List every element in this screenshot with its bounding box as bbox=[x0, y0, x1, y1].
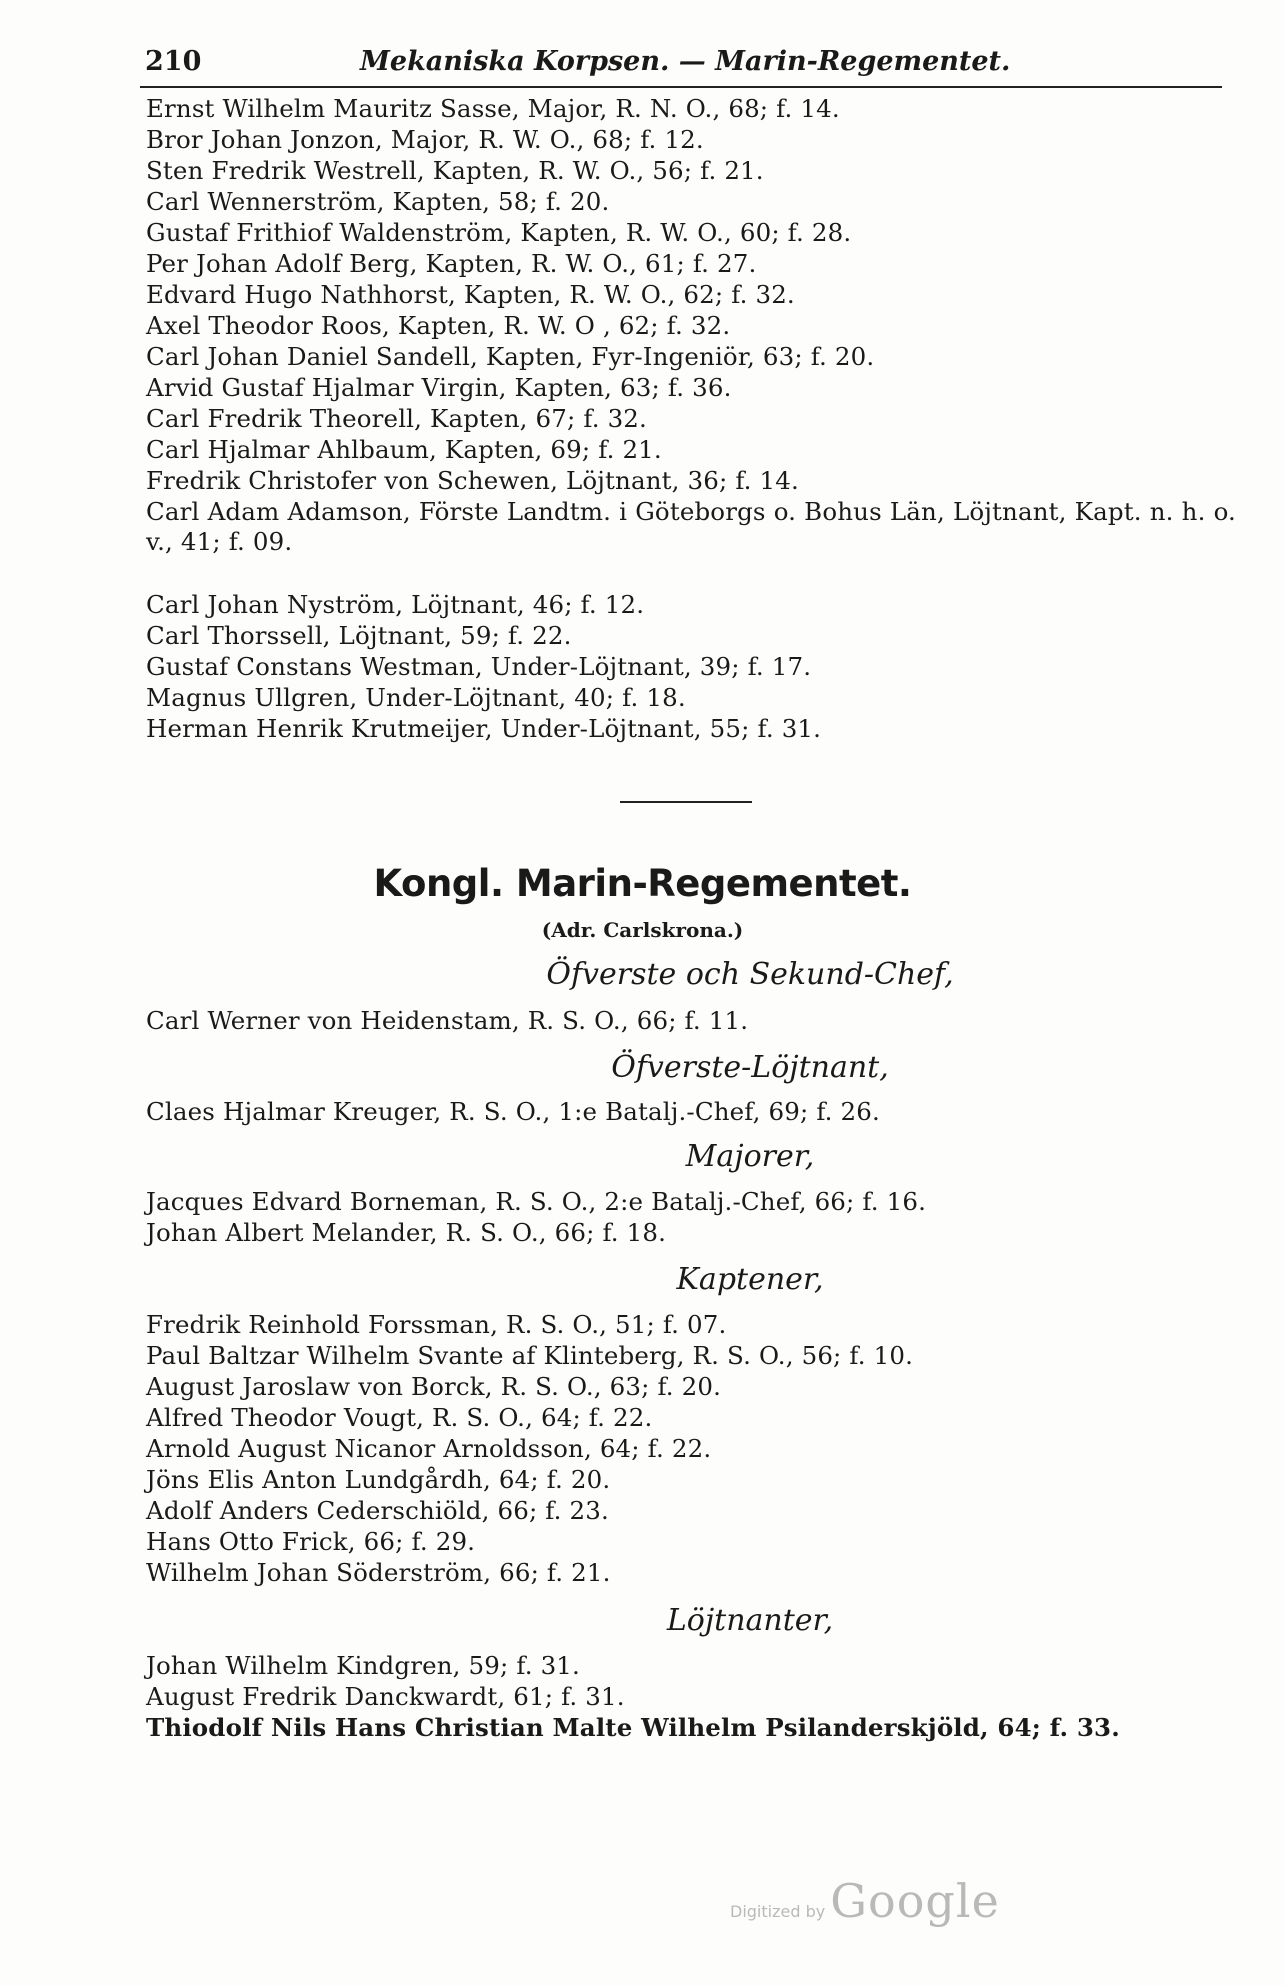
list-item: Carl Johan Daniel Sandell, Kapten, Fyr-Ingeniör, 63; f. 20. bbox=[146, 342, 875, 371]
list-item: Bror Johan Jonzon, Major, R. W. O., 68; f. 12. bbox=[146, 125, 704, 154]
list-item: August Fredrik Danckwardt, 61; f. 31. bbox=[146, 1682, 625, 1711]
list-item: Paul Baltzar Wilhelm Svante af Klinteberg, R. S. O., 56; f. 10. bbox=[146, 1341, 914, 1370]
list-item: Fredrik Christofer von Schewen, Löjtnant, 36; f. 14. bbox=[146, 466, 799, 495]
list-item: Jacques Edvard Borneman, R. S. O., 2:e Batalj.-Chef, 66; f. 16. bbox=[146, 1187, 927, 1216]
list-item: Johan Albert Melander, R. S. O., 66; f. 18. bbox=[146, 1218, 667, 1247]
header-rule bbox=[140, 86, 1222, 88]
watermark-prefix: Digitized by bbox=[730, 1902, 826, 1921]
list-item: Edvard Hugo Nathhorst, Kapten, R. W. O., 62; f. 32. bbox=[146, 280, 795, 309]
list-item: Per Johan Adolf Berg, Kapten, R. W. O., 61; f. 27. bbox=[146, 249, 757, 278]
section-title: Kongl. Marin-Regementet. bbox=[373, 862, 912, 905]
list-item: Thiodolf Nils Hans Christian Malte Wilhelm Psilanderskjöld, 64; f. 33. bbox=[146, 1713, 1120, 1742]
running-title: Mekaniska Korpsen. — Marin-Regementet. bbox=[360, 46, 1011, 77]
section-divider bbox=[620, 801, 752, 803]
list-item: Arnold August Nicanor Arnoldsson, 64; f. 22. bbox=[146, 1434, 712, 1463]
list-item: Ernst Wilhelm Mauritz Sasse, Major, R. N. O., 68; f. 14. bbox=[146, 94, 840, 123]
group-heading: Kaptener, bbox=[676, 1262, 824, 1297]
list-item: Claes Hjalmar Kreuger, R. S. O., 1:e Batalj.-Chef, 69; f. 26. bbox=[146, 1097, 880, 1126]
list-item: Hans Otto Frick, 66; f. 29. bbox=[146, 1527, 476, 1556]
list-item: Sten Fredrik Westrell, Kapten, R. W. O., 56; f. 21. bbox=[146, 156, 764, 185]
list-item: Gustaf Frithiof Waldenström, Kapten, R. W. O., 60; f. 28. bbox=[146, 218, 852, 247]
list-item: Carl Johan Nyström, Löjtnant, 46; f. 12. bbox=[146, 590, 645, 619]
group-heading: Öfverste och Sekund-Chef, bbox=[546, 957, 954, 992]
list-item: Carl Hjalmar Ahlbaum, Kapten, 69; f. 21. bbox=[146, 435, 662, 464]
list-item: Alfred Theodor Vougt, R. S. O., 64; f. 22. bbox=[146, 1403, 653, 1432]
page-number: 210 bbox=[145, 46, 202, 77]
list-item: Fredrik Reinhold Forssman, R. S. O., 51; f. 07. bbox=[146, 1310, 727, 1339]
list-item: Adolf Anders Cederschiöld, 66; f. 23. bbox=[146, 1496, 609, 1525]
list-item: Arvid Gustaf Hjalmar Virgin, Kapten, 63; f. 36. bbox=[146, 373, 732, 402]
group-heading: Öfverste-Löjtnant, bbox=[611, 1050, 889, 1085]
list-item: Carl Adam Adamson, Förste Landtm. i Göteborgs o. Bohus Län, Löjtnant, Kapt. n. h. o. v., 41; f. 09. bbox=[146, 497, 1236, 556]
list-item: Herman Henrik Krutmeijer, Under-Löjtnant, 55; f. 31. bbox=[146, 714, 822, 743]
list-item: Carl Thorssell, Löjtnant, 59; f. 22. bbox=[146, 621, 572, 650]
section-address: (Adr. Carlskrona.) bbox=[541, 918, 744, 942]
list-item: Magnus Ullgren, Under-Löjtnant, 40; f. 18. bbox=[146, 683, 686, 712]
list-item: Johan Wilhelm Kindgren, 59; f. 31. bbox=[146, 1651, 580, 1680]
list-item: Carl Fredrik Theorell, Kapten, 67; f. 32. bbox=[146, 404, 647, 433]
list-item: Gustaf Constans Westman, Under-Löjtnant, 39; f. 17. bbox=[146, 652, 812, 681]
list-item: Wilhelm Johan Söderström, 66; f. 21. bbox=[146, 1558, 611, 1587]
list-item: Carl Wennerström, Kapten, 58; f. 20. bbox=[146, 187, 610, 216]
watermark-logo: Google bbox=[830, 1874, 1000, 1928]
group-heading: Majorer, bbox=[685, 1139, 815, 1174]
list-item: August Jaroslaw von Borck, R. S. O., 63; f. 20. bbox=[146, 1372, 722, 1401]
group-heading: Löjtnanter, bbox=[666, 1603, 834, 1638]
list-item: Jöns Elis Anton Lundgårdh, 64; f. 20. bbox=[146, 1465, 611, 1494]
list-item: Axel Theodor Roos, Kapten, R. W. O , 62; f. 32. bbox=[146, 311, 731, 340]
watermark bbox=[730, 1874, 1000, 1928]
page-header bbox=[145, 46, 1222, 86]
list-item: Carl Werner von Heidenstam, R. S. O., 66; f. 11. bbox=[146, 1006, 749, 1035]
